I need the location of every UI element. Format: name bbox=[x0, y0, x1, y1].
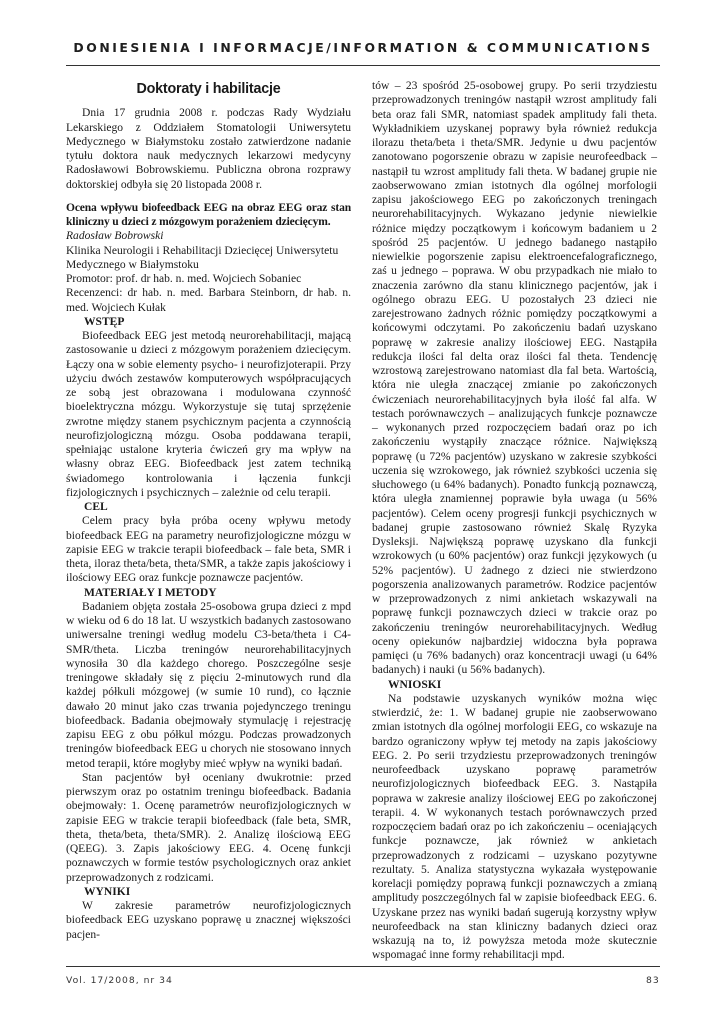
heading-cel: CEL bbox=[84, 501, 108, 513]
paragraph-wyniki-continued: tów – 23 spośród 25-osobowej grupy. Po serii trzydziestu przeprowadzonych treningów nastąpił wzrost amplitudy fali beta oraz fali SMR, natomiast spadek amplitudy fali theta. Wykładnikiem uzyskanej poprawy była również redukcja ilorazu theta/beta i theta/SMR. Jedynie u dwu pacjentów zanotowano pogorszenie obrazu w zapisie neurofeedback – nastąpił tu wzrost amplitudy fali theta. W badanej grupie nie zaobserwowano zmian istotnych dla ogólnej morfologii zapisu jakościowego EEG po zakończonych treningach neurorehabilitacyjnych. Wykazano jedynie niewielkie różnice między początkowym i końcowym badaniem u 2 spośród 25 pacjentów. U jednego badanego nastąpiło niewielkie pogorszenie zapisu elektroencefalograficznego, zaś u jednego – poprawa. W obu przypadkach nie miało to znaczenia zarówno dla stanu klinicznego pacjentów, jak i ogólnego obrazu EEG. U pozostałych 23 dzieci nie zarejestrowano żadnych różnic pomiędzy początkowymi a końcowymi odczytami. Po zakończeniu badań uzyskano poprawę w zakresie analizy ilościowej EEG. Nastąpiła redukcja ilości fal delta oraz ilości fal theta. Tendencję wzrostową zarejestrowano natomiast dla fal beta. Wartością, która nie uległa znaczącej zmianie po zakończonych ćwiczeniach neurorehabilitacyjnych była ilość fal alfa. W testach porównawczych – analizujących funkcje poznawcze – wykonanych przed rozpoczęciem badań oraz po ich zakończeniu wystąpiły znaczące różnice. Największą poprawę (u 72% pacjentów) uzyskano w zakresie szybkości uczenia się wzrokowego, jak również szybkości uczenia się słuchowego (u 64% badanych). Ponadto funkcją poznawczą, która uległa znamiennej poprawie była uwaga (u 56% pacjentów). Celem oceny progresji funkcji psychicznych w badanej grupie zastosowano również Skalę Ryzyka Dysleksji. Największą poprawę uzyskano dla funkcji wzrokowych (u 60% pacjentów) oraz funkcji językowych (u 52% pacjentów). U żadnego z dzieci nie stwierdzono pogorszenia analizowanych parametrów. Rodzice pacjentów w przeprowadzonych z nimi ankietach wskazywali na poprawę funkcji poznawczych dzieci w trakcie oraz po zakończeniu treningów neurorehabilitacyjnych. Według oceny opiekunów najbardziej widoczna była poprawa pamięci (u 76% badanych) oraz koncentracji uwagi (u 64% badanych) i nauki (u 56% badanych). bbox=[372, 80, 657, 677]
heading-wyniki: WYNIKI bbox=[84, 885, 131, 898]
promotor: Promotor: prof. dr hab. n. med. Wojciech Sobaniec bbox=[66, 273, 302, 285]
affiliation: Klinika Neurologii i Rehabilitacji Dziecięcej Uniwersytetu Medycznego w Białymstoku bbox=[66, 244, 339, 271]
footer-volume: Vol. 17/2008, nr 34 bbox=[66, 975, 173, 986]
paragraph-wstep: Biofeedback EEG jest metodą neurorehabilitacji, mającą zastosowanie u dzieci z mózgowym porażeniem dziecięcym. Łączy ona w sobie elementy psycho- i neurofizjoterapii. Przy użyciu dwóch zestawów komputerowych współpracujących ze sobą jest obrazowana i modulowana czynność bioelektryczna mózgu. Wykorzystuje się tutaj sprzężenie zwrotne między stanem psychicznym pacjenta a czynnością neurofizjologiczną mózgu. Osoba poddawana terapii, spełniając ustalone kryteria ćwiczeń gry ma wpływ na własny obraz EEG. Biofeedback jest zatem techniką świadomego kontrolowania i łączenia funkcji fizjologicznych i psychicznych – zależnie od celu terapii. bbox=[66, 330, 351, 499]
heading-wstep: WSTĘP bbox=[84, 315, 125, 328]
section-title: Doktoraty i habilitacje bbox=[136, 81, 281, 97]
dissertation-title: Ocena wpływu biofeedback EEG na obraz EEG oraz stan kliniczny u dzieci z mózgowym porażeniem dziecięcym. bbox=[66, 201, 351, 228]
heading-wnioski: WNIOSKI bbox=[388, 678, 442, 691]
paragraph-materialy-2: Stan pacjentów był oceniany dwukrotnie: przed pierwszym oraz po ostatnim treningu biofeedback. Badania obejmowały: 1. Ocenę parametrów neurofizjologicznych w zapisie EEG w trakcie terapii biofeedback (fale beta, SMR, theta, theta/beta, theta/SMR). 2. Analizę ilościową EEG (QEEG). 3. Zapis jakościowy EEG. 4. Ocenę funkcji poznawczych w formie testów psychologicznych oraz ankiet przeprowadzonych z rodzicami. bbox=[66, 771, 351, 884]
left-column bbox=[66, 80, 351, 942]
paragraph-wyniki-start: W zakresie parametrów neurofizjologicznych biofeedback EEG uzyskano poprawę u znacznej większości pacjen- bbox=[66, 900, 351, 941]
paragraph-materialy-1: Badaniem objęta została 25-osobowa grupa dzieci z mpd w wieku od 6 do 18 lat. U wszystkich badanych zastosowano uniwersalne treningi według modelu C3-beta/theta i C4-SMR/theta. Liczba treningów neurorehabilitacyjnych wynosiła 30 dla każdego chorego. Poszczególne sesje treningowe składały się z pięciu 2-minutowych rund dla każdej półkuli mózgowej (w sumie 10 rund), co łącznie dawało 20 minut jako czas trwania pojedynczego treningu biofeedback. Badania obejmowały stymulację i rejestrację zapisu EEG z obu półkul mózgu. Podczas prowadzonych treningów biofeedback EEG u chorych nie stosowano innych metod terapii, które mogłyby mieć wpływ na wyniki badań. bbox=[66, 600, 351, 770]
intro-paragraph: Dnia 17 grudnia 2008 r. podczas Rady Wydziału Lekarskiego z Oddziałem Stomatologii Uniwersytetu Medycznego w Białymstoku zostało zatwierdzone nadanie tytułu doktora nauk medycznych lekarzowi medycyny Radosławowi Bobrowskiemu. Publiczna obrona rozprawy doktorskiej odbyła się 20 listopada 2008 r. bbox=[66, 107, 351, 191]
author-name: Radosław Bobrowski bbox=[66, 230, 164, 243]
reviewers: Recenzenci: dr hab. n. med. Barbara Steinborn, dr hab. n. med. Wojciech Kułak bbox=[66, 287, 351, 314]
paragraph-cel: Celem pracy była próba oceny wpływu metody biofeedback EEG na parametry neurofizjologiczne mózgu w zapisie EEG w trakcie terapii biofeedback – fale beta, SMR i theta, iloraz theta/beta, theta/SMR, a także zapis jakościowy i ilościowy EEG oraz funkcje poznawcze pacjentów. bbox=[66, 515, 351, 585]
right-column bbox=[372, 79, 657, 963]
footer-rule bbox=[66, 966, 660, 967]
running-header: DONIESIENIA I INFORMACJE/INFORMATION & COMMUNICATIONS bbox=[73, 40, 653, 55]
heading-materialy: MATERIAŁY I METODY bbox=[84, 586, 217, 599]
footer-page-number: 83 bbox=[646, 975, 660, 986]
paragraph-wnioski: Na podstawie uzyskanych wyników można więc stwierdzić, że: 1. W badanej grupie nie zaobserwowano zmian istotnych dla ogólnej morfologii EEG, co wskazuje na bardzo ograniczony wpływ tej metody na zapis jakościowy EEG. 2. Po serii trzydziestu przeprowadzonych treningów neurofeedback uzyskano poprawę parametrów neurofizjologicznych biofeedback EEG. 3. Nastąpiła poprawa w zakresie analizy ilościowej EEG po zakończonej terapii. 4. W wykonanych testach porównawczych przed rozpoczęciem badań oraz po ich zakończeniu – oceniających funkcje poznawcze, jak również w ankietach przeprowadzonych z rodzicami – uzyskano pozytywne rezultaty. 5. Analiza statystyczna wykazała występowanie korelacji pomiędzy poprawą funkcji poznawczych a zmianą amplitudy poszczególnych fal w zapisie biofeedback EEG. 6. Uzyskane przez nas wyniki badań sugerują korzystny wpływ neurofeedback na stan kliniczny badanych dzieci oraz wskazują na to, iż powyższa metoda może skutecznie wspomagać inne formy rehabilitacji mpd. bbox=[372, 692, 657, 962]
header-rule bbox=[66, 65, 660, 66]
